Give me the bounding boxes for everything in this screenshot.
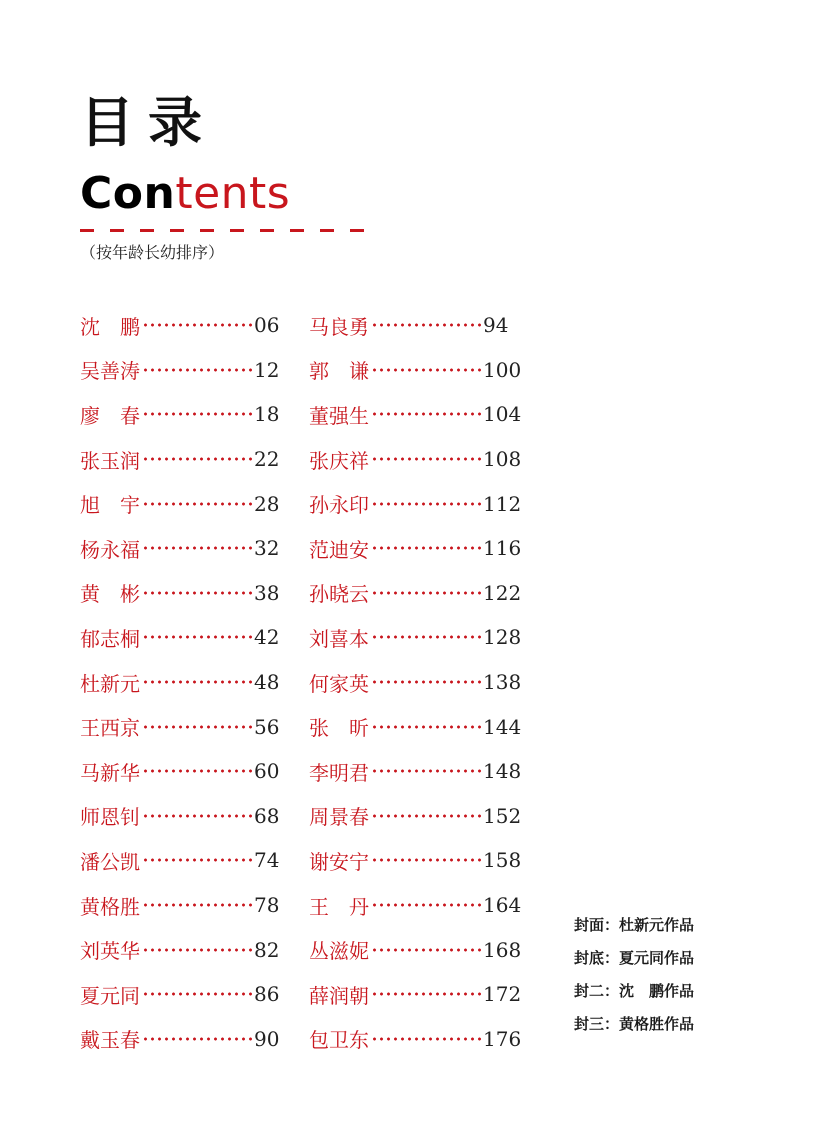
dot-leader xyxy=(142,368,252,372)
toc-entry[interactable] xyxy=(309,571,549,616)
toc-entry-name: 杜新元 xyxy=(80,671,140,696)
toc-entry-name: 戴玉春 xyxy=(80,1028,140,1053)
dot-leader xyxy=(371,546,481,550)
dot-leader xyxy=(371,412,481,416)
toc-entry-name: 师恩钊 xyxy=(80,805,140,830)
toc-entry-page: 22 xyxy=(254,447,280,472)
toc-entry-page: 32 xyxy=(254,536,280,561)
toc-entry-name: 包卫东 xyxy=(309,1028,369,1053)
title-en-part1: Con xyxy=(80,168,176,219)
toc-entry[interactable] xyxy=(80,794,320,839)
toc-entry-page: 116 xyxy=(483,536,522,561)
toc-entry-page: 78 xyxy=(254,893,280,918)
toc-entry[interactable] xyxy=(80,437,320,482)
toc-entry-page: 86 xyxy=(254,982,280,1007)
dot-leader xyxy=(371,591,481,595)
toc-entry[interactable] xyxy=(80,303,320,348)
dot-leader xyxy=(142,903,252,907)
toc-entry[interactable] xyxy=(309,348,549,393)
cover-credits xyxy=(574,914,694,1046)
toc-entry[interactable] xyxy=(309,704,549,749)
dot-leader xyxy=(142,680,252,684)
dot-leader xyxy=(142,769,252,773)
toc-entry-name: 范迪安 xyxy=(309,537,369,562)
dot-leader xyxy=(371,635,481,639)
toc-entry-name: 周景春 xyxy=(309,805,369,830)
toc-entry-name: 黄格胜 xyxy=(80,894,140,919)
toc-entry-name: 何家英 xyxy=(309,671,369,696)
dot-leader xyxy=(371,903,481,907)
dot-leader xyxy=(371,992,481,996)
dot-leader xyxy=(142,323,252,327)
credit-line: 封三：黄格胜作品 xyxy=(574,1015,695,1033)
toc-entry[interactable] xyxy=(80,704,320,749)
dot-leader xyxy=(371,769,481,773)
toc-entry-page: 94 xyxy=(483,313,509,338)
toc-entry[interactable] xyxy=(80,571,320,616)
toc-entry-name: 潘公凯 xyxy=(80,849,140,874)
toc-entry-page: 18 xyxy=(254,402,280,427)
dot-leader xyxy=(142,591,252,595)
toc-entry-page: 74 xyxy=(254,848,280,873)
credit-line: 封底：夏元同作品 xyxy=(574,949,695,967)
toc-entry[interactable] xyxy=(309,303,549,348)
toc-entry-page: 100 xyxy=(483,357,522,382)
toc-entry-page: 148 xyxy=(483,759,522,784)
toc-entry-name: 马良勇 xyxy=(309,314,369,339)
toc-entry-name: 丛滋妮 xyxy=(309,939,369,964)
toc-entry[interactable] xyxy=(309,927,549,972)
toc-entry-name: 王 丹 xyxy=(309,894,369,919)
toc-entry[interactable] xyxy=(309,883,549,928)
toc-entry-page: 82 xyxy=(254,937,280,962)
toc-entry-name: 旭 宇 xyxy=(80,493,140,518)
dot-leader xyxy=(371,502,481,506)
dot-leader xyxy=(142,412,252,416)
subtitle: （按年龄长幼排序） xyxy=(80,243,225,262)
toc-entry[interactable] xyxy=(309,526,549,571)
page-title: 目录 xyxy=(80,91,216,154)
toc-entry[interactable] xyxy=(80,883,320,928)
toc-entry-page: 144 xyxy=(483,714,522,739)
toc-entry-name: 谢安宁 xyxy=(309,849,369,874)
credit-line: 封二：沈 鹏作品 xyxy=(574,982,695,1000)
toc-entry-name: 孙晓云 xyxy=(309,582,369,607)
toc-entry-name: 孙永印 xyxy=(309,493,369,518)
dot-leader xyxy=(371,323,481,327)
toc-entry-page: 172 xyxy=(483,982,522,1007)
toc-entry-name: 夏元同 xyxy=(80,983,140,1008)
toc-entry-name: 杨永福 xyxy=(80,537,140,562)
toc-entry-page: 128 xyxy=(483,625,522,650)
toc-column-right xyxy=(309,303,549,1061)
toc-entry[interactable] xyxy=(80,972,320,1017)
toc-entry[interactable] xyxy=(309,749,549,794)
toc-entry-page: 108 xyxy=(483,447,522,472)
toc-entry-page: 28 xyxy=(254,491,280,516)
toc-entry-page: 152 xyxy=(483,803,522,828)
dot-leader xyxy=(371,1037,481,1041)
toc-entry-page: 168 xyxy=(483,937,522,962)
toc-entry[interactable] xyxy=(309,1017,549,1062)
dot-leader xyxy=(142,725,252,729)
toc-entry[interactable] xyxy=(80,838,320,883)
page-title-english xyxy=(80,168,291,219)
toc-entry[interactable] xyxy=(80,481,320,526)
dot-leader xyxy=(142,814,252,818)
toc-entry[interactable] xyxy=(80,615,320,660)
toc-entry-page: 38 xyxy=(254,580,280,605)
toc-entry-name: 王西京 xyxy=(80,716,140,741)
toc-entry-name: 刘英华 xyxy=(80,939,140,964)
dot-leader xyxy=(142,635,252,639)
toc-entry-page: 122 xyxy=(483,580,522,605)
dot-leader xyxy=(142,858,252,862)
dot-leader xyxy=(371,457,481,461)
toc-entry[interactable] xyxy=(80,1017,320,1062)
toc-entry-page: 12 xyxy=(254,357,280,382)
toc-entry-page: 06 xyxy=(254,313,280,338)
toc-entry-page: 176 xyxy=(483,1026,522,1051)
toc-entry[interactable] xyxy=(309,972,549,1017)
toc-entry[interactable] xyxy=(80,749,320,794)
toc-entry-name: 马新华 xyxy=(80,760,140,785)
toc-entry[interactable] xyxy=(309,437,549,482)
toc-entry-page: 42 xyxy=(254,625,280,650)
toc-entry-page: 48 xyxy=(254,670,280,695)
toc-entry[interactable] xyxy=(309,794,549,839)
credit-line: 封面：杜新元作品 xyxy=(574,916,695,934)
dot-leader xyxy=(142,546,252,550)
toc-entry-page: 68 xyxy=(254,803,280,828)
toc-entry-name: 张庆祥 xyxy=(309,448,369,473)
toc-entry-page: 164 xyxy=(483,893,522,918)
dot-leader xyxy=(142,948,252,952)
toc-entry-page: 104 xyxy=(483,402,522,427)
dot-leader xyxy=(142,992,252,996)
toc-entry-name: 郭 谦 xyxy=(309,359,369,384)
dashed-divider xyxy=(80,229,372,232)
toc-entry[interactable] xyxy=(80,526,320,571)
toc-entry-page: 138 xyxy=(483,670,522,695)
dot-leader xyxy=(371,725,481,729)
toc-entry[interactable] xyxy=(309,392,549,437)
dot-leader xyxy=(142,457,252,461)
toc-entry-page: 158 xyxy=(483,848,522,873)
toc-entry[interactable] xyxy=(80,660,320,705)
toc-entry-page: 112 xyxy=(483,491,522,516)
toc-entry-page: 90 xyxy=(254,1026,280,1051)
toc-entry[interactable] xyxy=(309,481,549,526)
dot-leader xyxy=(371,814,481,818)
toc-entry[interactable] xyxy=(309,660,549,705)
toc-entry-name: 李明君 xyxy=(309,760,369,785)
dot-leader xyxy=(371,858,481,862)
toc-entry-name: 张 昕 xyxy=(309,716,369,741)
toc-entry[interactable] xyxy=(309,838,549,883)
toc-entry-page: 56 xyxy=(254,714,280,739)
toc-entry-name: 董强生 xyxy=(309,403,369,428)
title-en-part2: tents xyxy=(175,168,291,219)
toc-entry-name: 郁志桐 xyxy=(80,626,140,651)
dot-leader xyxy=(371,680,481,684)
toc-entry-name: 薛润朝 xyxy=(309,983,369,1008)
toc-entry-name: 吴善涛 xyxy=(80,359,140,384)
dot-leader xyxy=(142,1037,252,1041)
toc-entry[interactable] xyxy=(80,348,320,393)
toc-entry-name: 廖 春 xyxy=(80,403,140,428)
toc-entry-name: 沈 鹏 xyxy=(80,314,140,339)
toc-entry[interactable] xyxy=(80,392,320,437)
dot-leader xyxy=(142,502,252,506)
toc-entry-name: 张玉润 xyxy=(80,448,140,473)
dot-leader xyxy=(371,368,481,372)
dot-leader xyxy=(371,948,481,952)
toc-entry[interactable] xyxy=(309,615,549,660)
toc-entry-name: 刘喜本 xyxy=(309,626,369,651)
toc-column-left xyxy=(80,303,320,1061)
toc-entry-name: 黄 彬 xyxy=(80,582,140,607)
toc-entry-page: 60 xyxy=(254,759,280,784)
toc-entry[interactable] xyxy=(80,927,320,972)
